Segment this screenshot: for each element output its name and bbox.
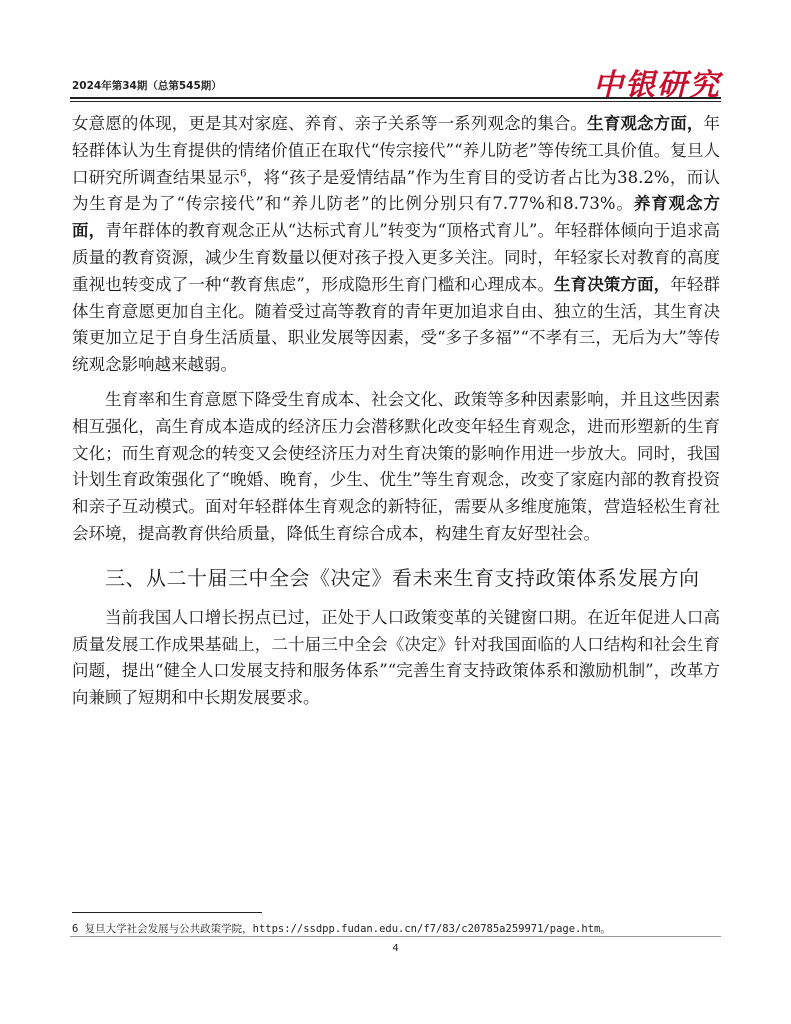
footnote-ref[interactable]: 6 (240, 168, 247, 180)
body-text (72, 111, 720, 712)
text-span: 年轻群体生育意愿更加自主化。随着受过高等教育的青年更加追求自由、独立的生活，其生育决策更加立足于自身生活质量、职业发展等因素，受“多子多福”“不孝有三，无后为大”等传统观念影响越来越弱。 (72, 274, 721, 375)
text-span: 女意愿的体现，更是其对家庭、养育、亲子关系等一系列观念的集合。 (72, 114, 588, 133)
text-span: 年轻群体认为生育提供的情绪价值正在取代“传宗接代”“养儿防老”等传统工具价值。复旦人口研究所调查结果显示 (72, 114, 721, 187)
footnote: 6 复旦大学社会发展与公共政策学院，https://ssdpp.fudan.edu.cn/f7/83/c20785a259971/page.htm。 (72, 923, 611, 935)
header-rule-thin (70, 101, 721, 102)
header-rule (70, 97, 721, 99)
section-heading: 三、从二十届三中全会《决定》看未来生育支持政策体系发展方向 (105, 565, 700, 590)
text-span: 青年群体的教育观念正从“达标式育儿”转变为“顶格式育儿”。年轻群体倾向于追求高质量的教育资源，减少生育数量以便对孩子投入更多关注。同时，年轻家长对教育的高度重视也转变成了一种“教育焦虑”，形成隐形生育门槛和心理成本。 (72, 221, 720, 294)
bold-heading-birth-concept: 生育观念方面， (587, 114, 704, 133)
bold-heading-parenting-concept: 养育观念方面， (72, 194, 720, 241)
page-number: 4 (392, 943, 399, 954)
paragraph-2: 生育率和生育意愿下降受生育成本、社会文化、政策等多种因素影响，并且这些因素相互强化，高生育成本造成的经济压力会潜移默化改变年轻生育观念，进而形塑新的生育文化；而生育观念的转变又会使经济压力对生育决策的影响作用进一步放大。同时，我国计划生育政策强化了“晚婚、晚育，少生、优生”等生育观念，改变了家庭内部的教育投资和亲子互动模式。面对年轻群体生育观念的新特征，需要从多维度施策，营造轻松生育社会环境，提高教育供给质量，降低生育综合成本，构建生育友好型社会。 (72, 389, 720, 543)
bold-heading-birth-decision: 生育决策方面， (554, 274, 671, 294)
brand-logo: 中银研究 (593, 68, 721, 103)
footer-rule (70, 936, 721, 937)
paragraph-3: 当前我国人口增长拐点已过，正处于人口政策变革的关键窗口期。在近年促进人口高质量发展工作成果基础上，二十届三中全会《决定》针对我国面临的人口结构和社会生育问题，提出“健全人口发展支持和服务体系”“完善生育支持政策体系和激励机制”，改革方向兼顾了短期和中长期发展要求。 (72, 607, 720, 708)
paragraph-1 (72, 111, 720, 379)
issue-label: 2024年第34期（总第545期） (72, 80, 222, 92)
footnote-rule (72, 912, 262, 913)
text-span: ，将“孩子是爱情结晶”作为生育目的受访者占比为38.2%，而认为生育是为了“传宗接代”和“养儿防老”的比例分别只有7.77%和8.73%。 (72, 167, 720, 214)
